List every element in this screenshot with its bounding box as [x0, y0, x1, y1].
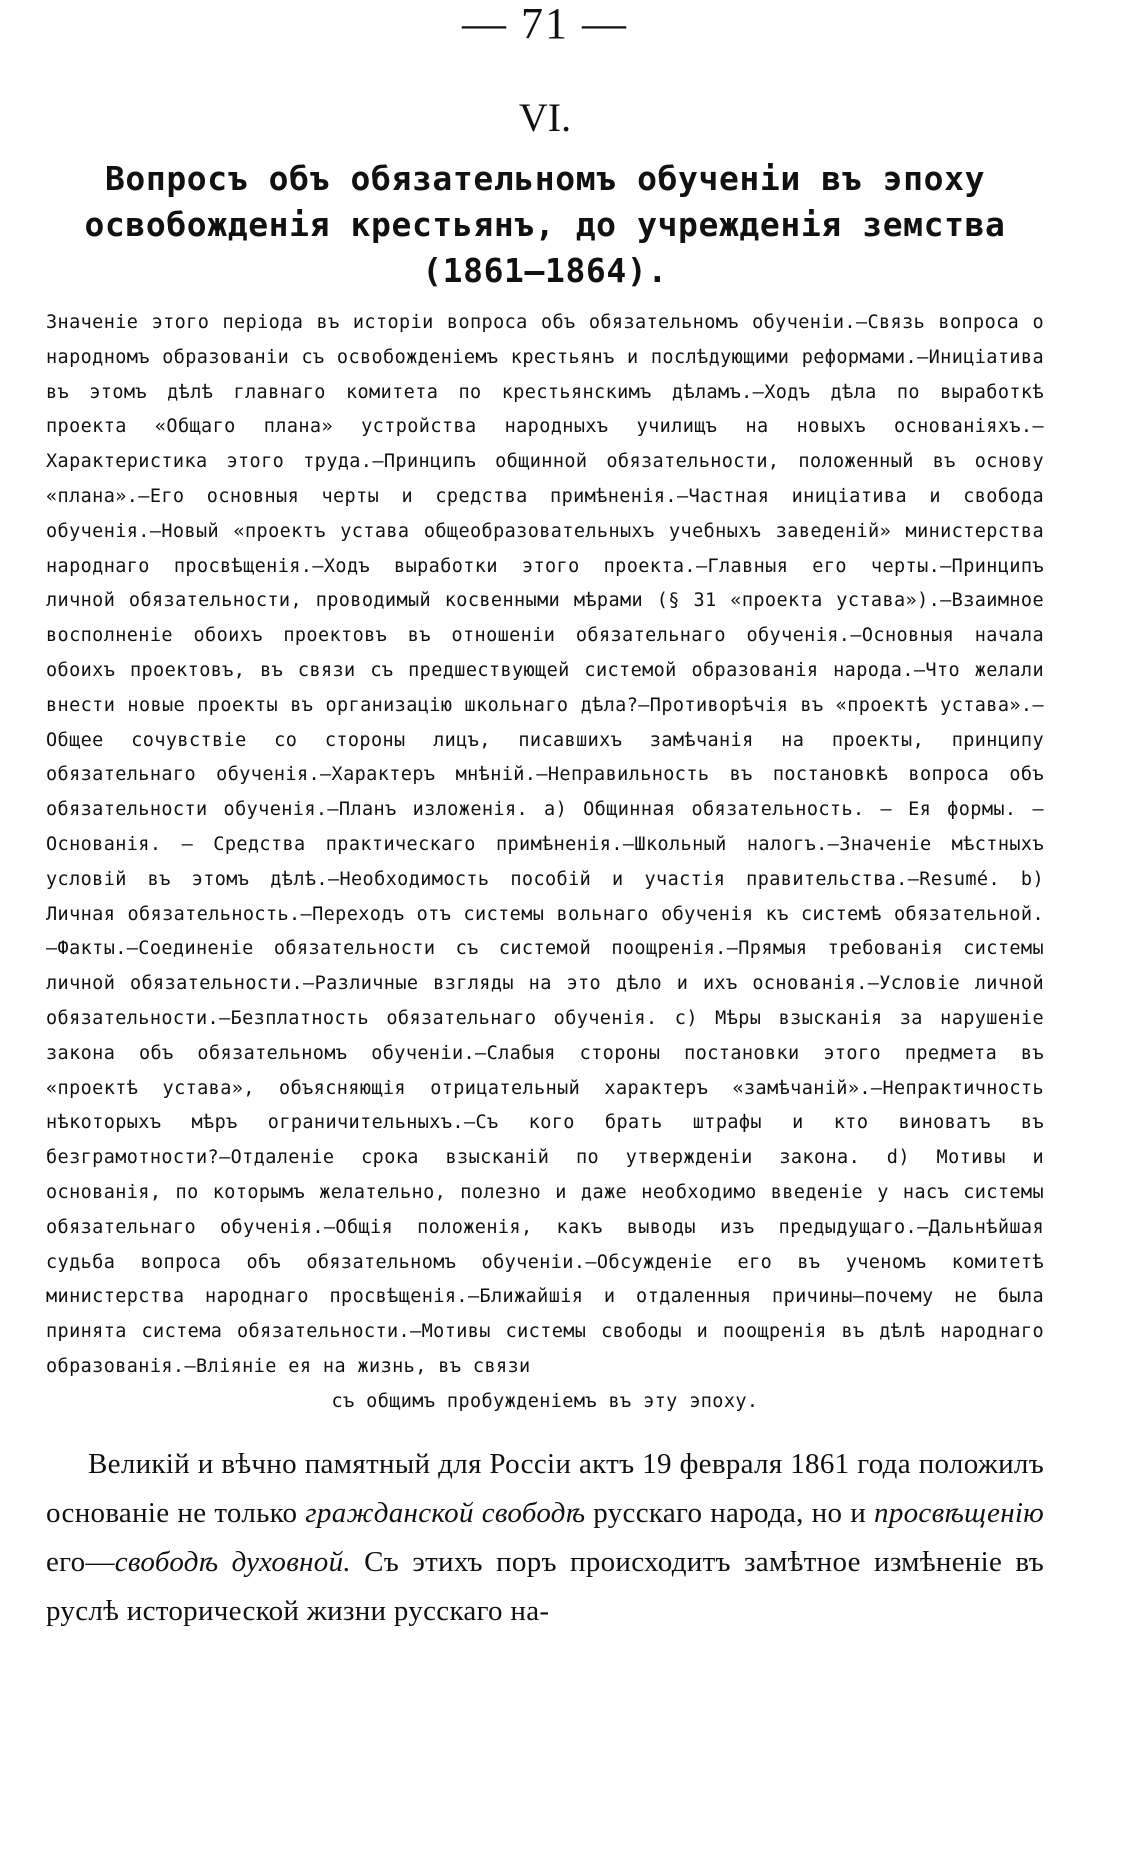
paragraph-text-3: его— — [46, 1545, 115, 1578]
paragraph-text-4: Съ этихъ поръ происходитъ замѣтное измѣненіе въ руслѣ исторической жизни русскаго на- — [46, 1545, 1044, 1627]
summary-text: Значеніе этого періода въ исторіи вопроса объ обязательномъ обученіи.—Связь вопроса о народномъ образованіи съ освобожденіемъ крестьянъ и послѣдующими реформами.—Иниціатива въ этомъ дѣлѣ главнаго комитета по крестьянскимъ дѣламъ.—Ходъ дѣла по выработкѣ проекта «Общаго плана» устройства народныхъ училищъ на новыхъ основаніяхъ.—Характеристика этого труда.—Принципъ общинной обязательности, положенный въ основу «плана».—Его основныя черты и средства примѣненія.—Частная иниціатива и свобода обученія.—Новый «проектъ устава общеобразовательныхъ учебныхъ заведеній» министерства народнаго просвѣщенія.—Ходъ выработки этого проекта.—Главныя его черты.—Принципъ личной обязательности, проводимый косвенными мѣрами (§ 31 «проекта устава»).—Взаимное восполненіе обоихъ проектовъ въ отношеніи обязательнаго обученія.—Основныя начала обоихъ проектовъ, въ связи съ предшествующей системой образованія народа.—Что желали внести новые проекты въ организацію школьнаго дѣла?—Противорѣчія въ «проектѣ устава».—Общее сочувствіе со стороны лицъ, писавшихъ замѣчанія на проекты, принципу обязательнаго обученія.—Характеръ мнѣній.—Неправильность въ постановкѣ вопроса объ обязательности обученія.—Планъ изложенія. a) Общинная обязательность. — Ея формы. — Основанія. — Средства практическаго примѣненія.—Школьный налогъ.—Значеніе мѣстныхъ условій въ этомъ дѣлѣ.—Необходимость пособій и участія правительства.—Resumé. b) Личная обязательность.—Переходъ отъ системы вольнаго обученія къ системѣ обязательной.—Факты.—Соединеніе обязательности съ системой поощренія.—Прямыя требованія системы личной обязательности.—Различные взгляды на это дѣло и ихъ основанія.—Условіе личной обязательности.—Безплатность обязательнаго обученія. c) Мѣры взысканія за нарушеніе закона объ обязательномъ обученіи.—Слабыя стороны постановки этого предмета въ «проектѣ устава», объясняющія отрицательный характеръ «замѣчаній».—Непрактичность нѣкоторыхъ мѣръ ограничительныхъ.—Съ кого брать штрафы и кто виноватъ въ безграмотности?—Отдаленіе срока взысканій по утвержденіи закона. d) Мотивы и основанія, по которымъ желательно, полезно и даже необходимо введеніе у насъ системы обязательнаго обученія.—Общія положенія, какъ выводы изъ предыдущаго.—Дальнѣйшая судьба вопроса объ обязательномъ обученіи.—Обсужденіе его въ ученомъ комитетѣ министерства народнаго просвѣщенія.—Ближайшія и отдаленныя причины—почему не была принята система обязательности.—Мотивы системы свободы и поощренія въ дѣлѣ народнаго образованія.—Вліяніе ея на жизнь, въ связи — [46, 312, 1044, 1377]
paragraph-emphasis-1: гражданской свободѣ — [305, 1496, 586, 1529]
page-number: — 71 — — [462, 0, 628, 48]
paragraph-text-2: русскаго народа, но и — [585, 1496, 875, 1529]
paragraph-emphasis-3: свободѣ духовной. — [114, 1545, 351, 1578]
paragraph-emphasis-2: просвѣщенію — [874, 1496, 1044, 1529]
summary-end-line: съ общимъ пробужденіемъ въ эту эпоху. — [331, 1390, 759, 1412]
chapter-number: VI. — [518, 95, 572, 140]
chapter-title: Вопросъ объ обязательномъ обученіи въ эпоху освобожденія крестьянъ, до учрежденія земства (1861—1864). — [84, 159, 1006, 290]
body-paragraph — [46, 1440, 1044, 1636]
paragraph-text-1: Великій и вѣчно памятный для Россіи актъ 19 февраля 1861 года положилъ основаніе не только — [46, 1447, 1044, 1529]
chapter-summary — [46, 306, 1044, 1420]
